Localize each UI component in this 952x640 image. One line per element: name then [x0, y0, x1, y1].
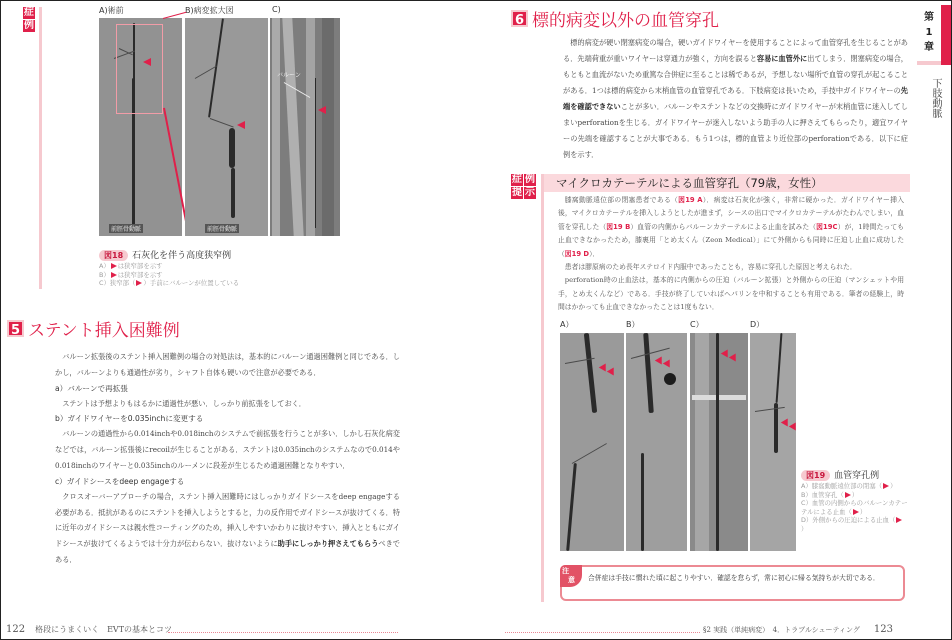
paragraph: バルーンの通過性から0.014inchや0.018inchのシステムで前拡張を行うことが多い．しかし石灰化病変などでは，バルーン拡張後にrecoilが生じることがある．ステントは0.035inchのシステムなので0.014や0.018inchのワイヤーと0.035inchのルーメンに段差が生じるため通過困難となりやすい．	[55, 429, 400, 470]
arrowhead-icon	[853, 509, 859, 515]
footer-leader	[168, 632, 398, 633]
case-tag-char: 例	[525, 174, 535, 185]
chapter-number: 第 1 章	[924, 12, 934, 53]
caution-icon: 注 意	[560, 565, 582, 587]
section-number: 6	[511, 10, 528, 27]
page-number: 122	[6, 624, 26, 635]
paragraph: perforation時の止血法は，基本的に内側からの圧迫（バルーン拡張）と外側からの圧迫（マンシェットや用手，とめ太くんなど）である．手技が終了していればヘパリンを中和することも有用である．筆者の経験上，時間はかかっても止血できなかったことは1度もない．	[558, 276, 904, 312]
fig18-panel-a-image	[99, 18, 182, 236]
arrowhead-icon	[896, 517, 902, 523]
fig19-panel-d-image	[750, 333, 796, 551]
paragraph: バルーン拡張後のステント挿入困難例の場合の対処法は，基本的にバルーン通過困難例と同じである．しかし，バルーンよりも通過性が劣り，シャフト自体も硬いので注意が必要である．	[55, 352, 400, 377]
subheading: b）ガイドワイヤーを0.035inchに変更する	[55, 414, 204, 424]
case-title: マイクロカテーテルによる血管穿孔（79歳，女性）	[544, 174, 910, 192]
section-title: 標的病変以外の血管穿孔	[532, 11, 719, 31]
footer-leader	[505, 632, 700, 633]
balloon-annotation: バルーン	[277, 72, 301, 79]
subheading: a）バルーンで再拡張	[55, 383, 128, 393]
book-title: 格段にうまくいく EVTの基本とコツ	[35, 625, 173, 634]
fig19-panel-label: D）	[750, 320, 765, 329]
paragraph: クロスオーバーアプローチの場合，ステント挿入困難時にはしっかりガイドシースをdeep engageする必要がある．抵抗があるのにステントを挿入しようとすると，力の反作用でガイドシースが抜けてくる．特に近年のガイドシースは親水性コーティングのため，挿入しやすいかわりに抜けやすい．挿入とともにガイドシースが抜けてくるようでは十分力が伝わらない．抜けないように助手にしっかり押さえてもらうべきである．	[55, 491, 400, 564]
caption-line: A） は狭窄部を示す	[99, 262, 163, 270]
section-5-body	[55, 349, 400, 568]
fig19-panel-b-image	[626, 333, 687, 551]
figure-reference: 図19 A	[678, 196, 703, 204]
arrowhead-icon	[883, 483, 889, 489]
fig19-panel-label: A）	[560, 320, 574, 329]
arrowhead-icon	[111, 263, 117, 269]
caption-line: C）狭窄部（ ）手前にバルーンが位置している	[99, 279, 240, 288]
section-6-body	[563, 35, 908, 163]
chapter-title: 下肢動脈	[930, 78, 941, 118]
case-body	[558, 194, 904, 315]
figure-reference: 図19 D	[564, 249, 590, 258]
footer-right	[703, 624, 893, 635]
caption-line: A）膝窩動脈遠位部の閉塞（ ）	[801, 482, 897, 490]
chapter-tab-accent	[941, 5, 951, 65]
vessel-label: 前脛骨動脈	[207, 226, 238, 233]
caption-line: B）血管穿孔（ ）	[801, 490, 859, 499]
fig19-caption	[801, 463, 909, 534]
fig19-panel-label: C）	[690, 320, 704, 329]
section-title: ステント挿入困難例	[28, 321, 180, 341]
footer-left	[6, 624, 172, 635]
case-tag-char: 症	[24, 7, 34, 18]
case-tag-char: 例	[24, 20, 34, 31]
section-number: 5	[7, 320, 24, 337]
paragraph: ステントは予想よりもはるかに通過性が悪い．しっかり前拡張をしておく．	[62, 398, 306, 408]
fig18-panel-b-image	[185, 18, 268, 236]
figure-reference: 図19 B	[606, 222, 631, 231]
caption-line: B） は狭窄部を示す	[99, 270, 163, 279]
arrowhead-icon	[111, 272, 117, 278]
arrowhead-icon	[136, 280, 142, 286]
case-tag	[23, 7, 35, 32]
case-tag-char: 症	[512, 174, 522, 185]
chapter-tab-divider	[917, 61, 941, 65]
emphasis: 助手にしっかり押さえてもらう	[277, 539, 379, 549]
fig18-panel-a-label: A)術前	[99, 6, 124, 15]
caption-line: D）外側からの圧迫による止血（）	[801, 516, 909, 533]
fig18-caption	[99, 243, 349, 288]
case-tag-char: 示	[525, 187, 535, 198]
page-number: 123	[873, 624, 893, 635]
emphasis: 先端を確認できない	[563, 86, 908, 111]
fig19-panel-c-image	[690, 333, 748, 551]
fig19-panel-a-image	[560, 333, 624, 551]
figure-title: 石灰化を伴う高度狭窄例	[132, 251, 232, 261]
figure-title: 血管穿孔例	[834, 471, 880, 481]
caution-note	[560, 565, 905, 601]
subheading: c）ガイドシースをdeep engageする	[55, 476, 185, 486]
vessel-label: 前脛骨動脈	[111, 226, 142, 233]
fig18-panel-c-label: C)	[272, 5, 281, 14]
emphasis: 容易に血管外に	[756, 54, 808, 63]
caption-line: C）血管の内側からのバルーンカテーテルによる止血（ ）	[801, 499, 908, 516]
fig19-panel-label: B）	[626, 320, 640, 329]
paragraph: 膝窩動脈遠位部の閉塞患者である（図19 A）．病変は石灰化が強く，非常に硬かった．ガイドワイヤー挿入後，マイクロカテーテルを挿入しようとしたが進まず，シースの出口でマイクロカテーテルがたわんでしまい，血管を穿孔した（図19 B）血管の内側からバルーンカテーテルによる止血を試みた（図19C）が，1時間たっても止血できなかったため，膝裏用「とめ太くん（Zeon Medical）」にて外側からも同時に圧迫し止血に成功した（図19 D）．	[558, 196, 905, 258]
paragraph: 患者は膠原病のため長年ステロイド内服中であったことも，容易に穿孔した原因と考えられた．	[564, 263, 857, 272]
case-presentation-tag	[511, 174, 536, 199]
paragraph: 標的病変が硬い閉塞病変の場合，硬いガイドワイヤーを使用することによって血管穿孔を生じることがある．先端荷重が重いワイヤーは穿通力が強く，方向を誤ると容易に血管外に出てしまう．閉塞病変の場合，もともと血流がないため重篤な合併症に至ることは稀であるが，予想しない場所で血管の穿孔が起こることがある．1つは標的病変から末梢血管の血管穿孔である．下肢病変は長いため，手技中ガイドワイヤーの先端を確認できないことが多い．バルーンやステントなどの交換時にガイドワイヤーが末梢血管に迷入してしまいperforationを生じる．ガイドワイヤーが迷入しないよう助手の人に押さえてもらったり，適宜ワイヤーの先端を確認することが大事である．もう1つは，標的血管より近位部のperforationである．以下に症例を示す．	[563, 38, 909, 159]
arrowhead-icon	[845, 492, 851, 498]
figure-reference: 図19C	[816, 222, 838, 231]
figure-number: 図19	[801, 470, 830, 481]
section-5-heading	[7, 320, 180, 341]
fig18-panel-b-label: B)病変拡大図	[185, 6, 234, 15]
section-6-heading	[511, 10, 719, 31]
case-tag-char: 提	[512, 187, 522, 198]
case-side-bar	[39, 7, 42, 289]
case-side-bar	[541, 174, 544, 602]
caution-text: 合併症は手技に慣れた頃に起こりやすい．確認を怠らず，常に初心に帰る気持ちが大切である．	[588, 574, 880, 582]
figure-number: 図18	[99, 250, 128, 261]
fig18-panel-c-image	[270, 18, 340, 236]
section-path: §2 実践（単純病変） 4．トラブルシューティング	[703, 626, 860, 634]
